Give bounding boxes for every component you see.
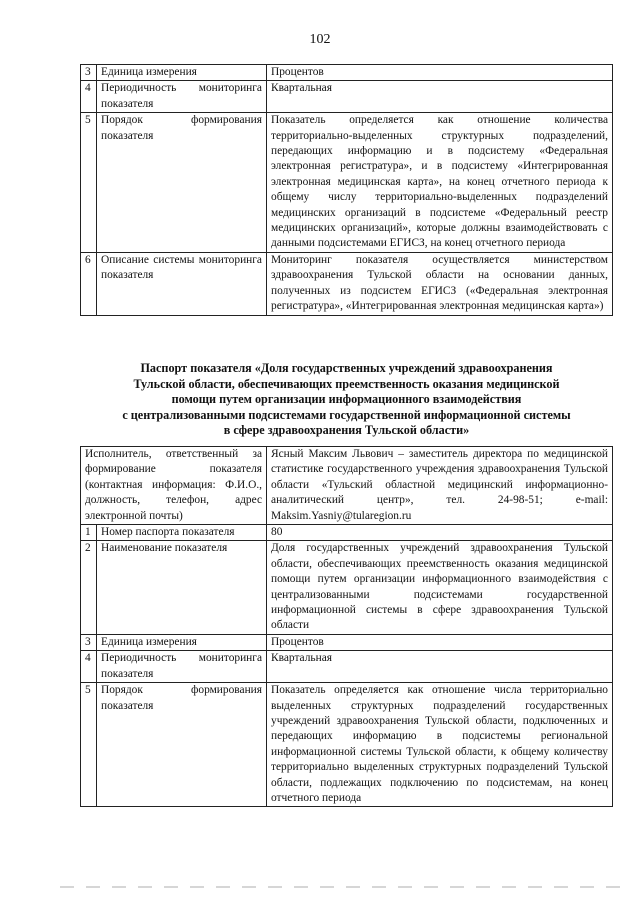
row-value: Показатель определяется как отношение числа территориально выделенных структурных подразделений государственных учреждений здравоохранения Тульской области, подключенных и передающих информацию в подсистемы региональной информационной системы Тульской области, к общему количеству территориально выделенных структурных подразделений Тульской области, подлежащих подключению по подсистемам, на конец отчетного периода — [267, 683, 613, 807]
row-number: 4 — [81, 81, 97, 113]
row-label: Наименование показателя — [97, 541, 267, 634]
indicator-passport-table — [80, 446, 613, 807]
table-row — [81, 113, 613, 253]
table-row — [81, 525, 613, 541]
table-row — [81, 252, 613, 315]
table-row — [81, 65, 613, 81]
passport-title — [80, 361, 613, 439]
table-row — [81, 651, 613, 683]
row-number: 1 — [81, 525, 97, 541]
row-number: 3 — [81, 634, 97, 650]
row-number: 3 — [81, 65, 97, 81]
page-number: 102 — [309, 32, 331, 47]
indicator-table-continued — [80, 64, 613, 316]
row-value: Квартальная — [267, 81, 613, 113]
executor-value: Ясный Максим Львович – заместитель директора по медицинской статистике государственного учреждения здравоохранения Тульской области «Тульский областной медицинский информационно-аналитический центр», тел. 24-98-51; e-mail: Maksim.Yasniy@tularegion.ru — [267, 447, 613, 525]
row-value: 80 — [267, 525, 613, 541]
row-value: Показатель определяется как отношение количества территориально-выделенных структурных подразделений, передающих информацию и в подсистему «Федеральная электронная регистратура», и в подсистему «Интегрированная электронная медицинская карта», на конец отчетного периода к общему числу территориально-выделенных подразделений медицинских организаций в подсистеме «Федеральный реестр медицинских организаций», которые должны взаимодействовать с данными подсистемами ЕГИСЗ, на конец отчетного периода — [267, 113, 613, 253]
row-label: Единица измерения — [97, 65, 267, 81]
row-label: Порядок формирования показателя — [97, 683, 267, 807]
passport-title-line: помощи путем организации информационного взаимодействия — [171, 392, 522, 407]
passport-title-line: в сфере здравоохранения Тульской области» — [223, 423, 470, 438]
row-label: Периодичность мониторинга показателя — [97, 651, 267, 683]
executor-label: Исполнитель, ответственный за формирование показателя (контактная информация: Ф.И.О., должность, телефон, адрес электронной почты) — [81, 447, 267, 525]
row-value: Мониторинг показателя осуществляется министерством здравоохранения Тульской области на основании данных, полученных из подсистем ЕГИСЗ («Федеральная электронная регистратура», «Интегрированная электронная медицинская карта») — [267, 252, 613, 315]
table-row-executor — [81, 447, 613, 525]
row-label: Единица измерения — [97, 634, 267, 650]
row-value: Процентов — [267, 634, 613, 650]
scan-artifact-line — [60, 886, 620, 888]
row-label: Периодичность мониторинга показателя — [97, 81, 267, 113]
table-row — [81, 634, 613, 650]
passport-title-line: с централизованными подсистемами государственной информационной системы — [122, 407, 571, 422]
table-row — [81, 683, 613, 807]
row-number: 5 — [81, 113, 97, 253]
row-value: Доля государственных учреждений здравоохранения Тульской области, обеспечивающих преемственность оказания медицинской помощи путем организации информационного взаимодействия с централизованными подсистемами государственной информационной системы в сфере здравоохранения Тульской области — [267, 541, 613, 634]
row-label: Описание системы мониторинга показателя — [97, 252, 267, 315]
row-number: 2 — [81, 541, 97, 634]
row-number: 6 — [81, 252, 97, 315]
passport-title-line: Тульской области, обеспечивающих преемственность оказания медицинской — [133, 376, 560, 391]
row-value: Процентов — [267, 65, 613, 81]
row-label: Порядок формирования показателя — [97, 113, 267, 253]
passport-title-line: Паспорт показателя «Доля государственных учреждений здравоохранения — [140, 361, 553, 375]
row-label: Номер паспорта показателя — [97, 525, 267, 541]
row-number: 4 — [81, 651, 97, 683]
table-row — [81, 81, 613, 113]
row-number: 5 — [81, 683, 97, 807]
table-row — [81, 541, 613, 634]
row-value: Квартальная — [267, 651, 613, 683]
